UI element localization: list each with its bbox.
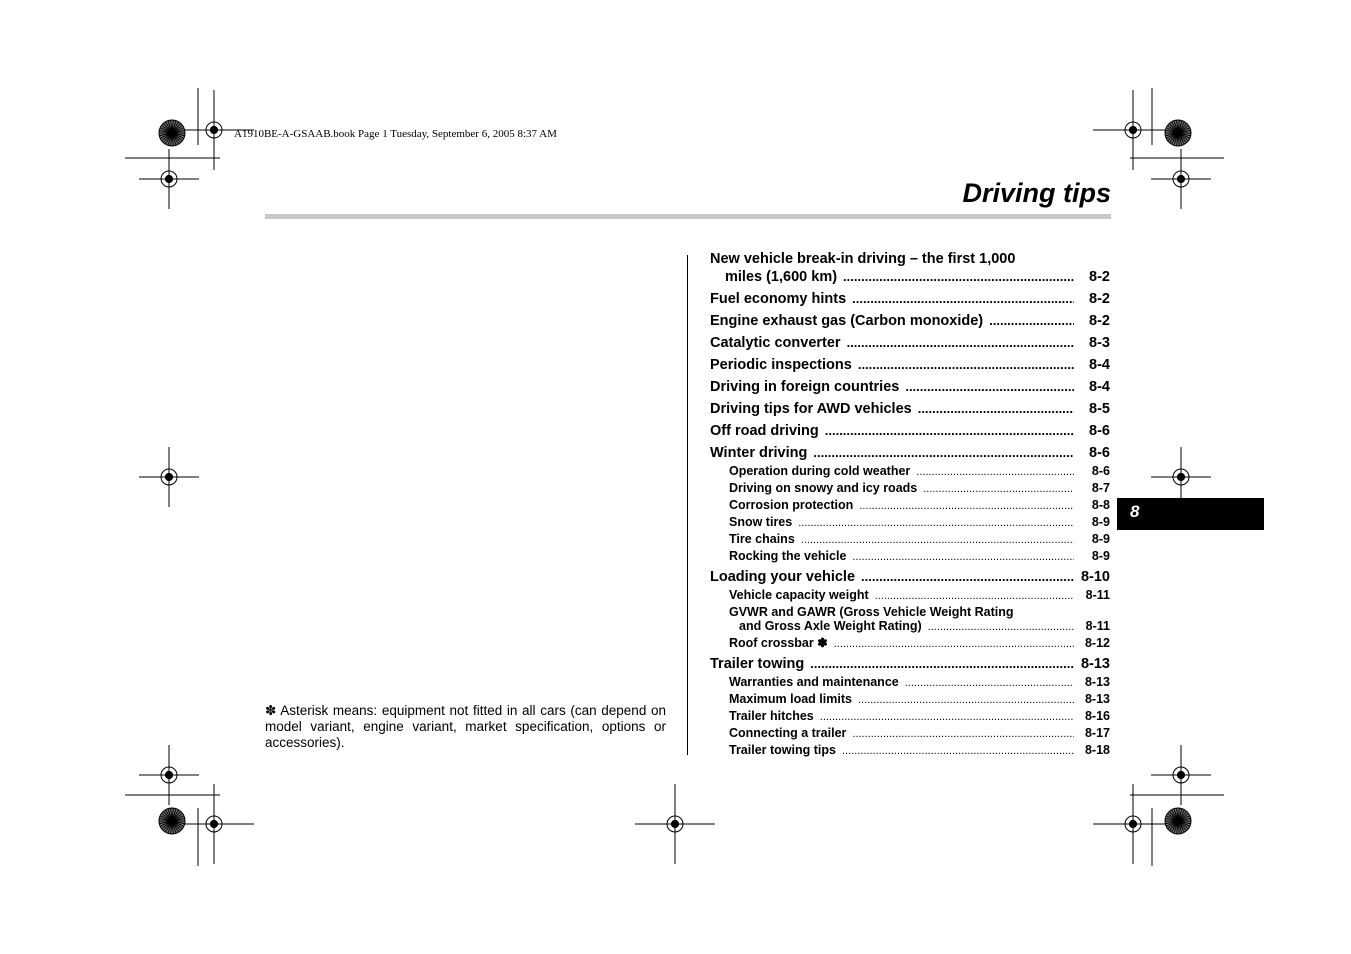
toc-entry[interactable] <box>710 356 1110 374</box>
toc-entry-title: Fuel economy hints <box>710 291 847 307</box>
toc-entry[interactable] <box>710 334 1110 352</box>
toc-entry-title: Trailer towing <box>710 656 805 672</box>
toc-dot-leader <box>852 727 1074 741</box>
toc-dot-leader <box>847 334 1074 351</box>
toc-entry-title: miles (1,600 km) <box>725 269 838 285</box>
table-of-contents <box>710 251 1110 758</box>
toc-entry-title: Off road driving <box>710 423 819 439</box>
toc-dot-leader <box>852 290 1074 307</box>
toc-page-number: 8-13 <box>1080 656 1110 672</box>
toc-subentry[interactable] <box>710 549 1110 564</box>
toc-subentry[interactable] <box>710 636 1110 651</box>
toc-page-number: 8-17 <box>1084 726 1110 740</box>
toc-entry[interactable] <box>710 655 1110 673</box>
toc-page-number: 8-13 <box>1084 692 1110 706</box>
toc-page-number: 8-16 <box>1084 709 1110 723</box>
toc-dot-leader <box>916 465 1074 479</box>
toc-entry-title: Vehicle capacity weight <box>729 588 869 602</box>
chapter-tab-number: 8 <box>1130 502 1140 521</box>
toc-page-number: 8-8 <box>1091 498 1110 512</box>
toc-dot-leader <box>852 550 1074 564</box>
toc-dot-leader <box>858 693 1074 707</box>
toc-page-number: 8-6 <box>1089 423 1110 439</box>
toc-entry-title: Operation during cold weather <box>729 464 911 478</box>
toc-entry[interactable] <box>710 422 1110 440</box>
toc-entry-title: Roof crossbar ✽ <box>729 636 828 650</box>
toc-dot-leader <box>842 744 1074 758</box>
toc-dot-leader <box>989 312 1074 329</box>
toc-dot-leader <box>928 620 1074 634</box>
toc-dot-leader <box>801 533 1074 547</box>
page-title: Driving tips <box>962 178 1111 208</box>
toc-page-number: 8-18 <box>1084 743 1110 757</box>
toc-entry[interactable] <box>710 290 1110 308</box>
toc-entry-title: Tire chains <box>729 532 795 546</box>
toc-dot-leader <box>859 499 1074 513</box>
toc-dot-leader <box>820 710 1074 724</box>
toc-page-number: 8-9 <box>1091 532 1110 546</box>
toc-entry-title: Trailer towing tips <box>729 743 836 757</box>
toc-entry-title: GVWR and GAWR (Gross Vehicle Weight Rating <box>729 605 1014 619</box>
toc-dot-leader <box>861 568 1074 585</box>
toc-entry-title: Maximum load limits <box>729 692 852 706</box>
toc-entry-title: Rocking the vehicle <box>729 549 847 563</box>
toc-entry-title: Periodic inspections <box>710 357 852 373</box>
toc-dot-leader <box>918 400 1074 417</box>
toc-entry[interactable] <box>710 378 1110 396</box>
toc-subentry[interactable] <box>710 743 1110 758</box>
toc-page-number: 8-4 <box>1089 379 1110 395</box>
toc-entry-title: Winter driving <box>710 445 808 461</box>
chapter-tab[interactable] <box>1117 498 1264 530</box>
toc-entry-title: Corrosion protection <box>729 498 854 512</box>
toc-entry-title: Driving on snowy and icy roads <box>729 481 918 495</box>
toc-entry-title: Trailer hitches <box>729 709 814 723</box>
toc-page-number: 8-6 <box>1089 445 1110 461</box>
toc-subentry[interactable] <box>710 532 1110 547</box>
toc-subentry[interactable] <box>710 515 1110 530</box>
toc-entry-title: Snow tires <box>729 515 793 529</box>
toc-page-number: 8-2 <box>1089 269 1110 285</box>
toc-entry[interactable] <box>710 568 1110 586</box>
toc-entry-title: Driving in foreign countries <box>710 379 900 395</box>
toc-page-number: 8-2 <box>1089 291 1110 307</box>
toc-entry[interactable] <box>710 400 1110 418</box>
toc-dot-leader <box>834 637 1074 651</box>
toc-page-number: 8-13 <box>1084 675 1110 689</box>
toc-page-number: 8-9 <box>1091 515 1110 529</box>
toc-entry-title: Loading your vehicle <box>710 569 856 585</box>
toc-page-number: 8-5 <box>1089 401 1110 417</box>
toc-dot-leader <box>825 422 1074 439</box>
toc-page-number: 8-10 <box>1080 569 1110 585</box>
toc-subentry[interactable] <box>710 605 1110 634</box>
toc-subentry[interactable] <box>710 675 1110 690</box>
toc-entry-title: Engine exhaust gas (Carbon monoxide) <box>710 313 984 329</box>
toc-dot-leader <box>798 516 1074 530</box>
toc-dot-leader <box>813 444 1074 461</box>
toc-dot-leader <box>905 676 1074 690</box>
toc-subentry[interactable] <box>710 588 1110 603</box>
toc-dot-leader <box>905 378 1074 395</box>
toc-page-number: 8-11 <box>1085 619 1110 633</box>
toc-page-number: 8-12 <box>1084 636 1110 650</box>
toc-entry-title: Connecting a trailer <box>729 726 847 740</box>
column-divider <box>687 255 688 755</box>
toc-page-number: 8-9 <box>1091 549 1110 563</box>
print-header-file-info: A1910BE-A-GSAAB.book Page 1 Tuesday, September 6, 2005 8:37 AM <box>234 128 557 140</box>
toc-subentry[interactable] <box>710 692 1110 707</box>
toc-dot-leader <box>858 356 1074 373</box>
asterisk-footnote: ✽ Asterisk means: equipment not fitted in all cars (can depend on model variant, engine variant, market specification, options or accessories). <box>265 703 666 750</box>
toc-subentry[interactable] <box>710 464 1110 479</box>
toc-subentry[interactable] <box>710 726 1110 741</box>
toc-page-number: 8-11 <box>1085 588 1110 602</box>
toc-entry-title: Driving tips for AWD vehicles <box>710 401 912 417</box>
toc-page-number: 8-2 <box>1089 313 1110 329</box>
toc-entry-title: New vehicle break-in driving – the first 1,000 <box>710 251 1016 267</box>
toc-subentry[interactable] <box>710 481 1110 496</box>
toc-page-number: 8-4 <box>1089 357 1110 373</box>
toc-entry-title: Catalytic converter <box>710 335 841 351</box>
toc-subentry[interactable] <box>710 709 1110 724</box>
toc-subentry[interactable] <box>710 498 1110 513</box>
toc-dot-leader <box>843 268 1074 285</box>
toc-page-number: 8-3 <box>1089 335 1110 351</box>
toc-page-number: 8-6 <box>1091 464 1110 478</box>
toc-entry[interactable] <box>710 312 1110 330</box>
toc-dot-leader <box>923 482 1074 496</box>
toc-dot-leader <box>810 655 1074 672</box>
title-underline-divider <box>265 214 1111 219</box>
toc-entry[interactable] <box>710 251 1110 286</box>
toc-dot-leader <box>875 589 1074 603</box>
toc-page-number: 8-7 <box>1091 481 1110 495</box>
toc-entry[interactable] <box>710 444 1110 462</box>
toc-entry-title: Warranties and maintenance <box>729 675 899 689</box>
toc-entry-title: and Gross Axle Weight Rating) <box>739 619 922 633</box>
